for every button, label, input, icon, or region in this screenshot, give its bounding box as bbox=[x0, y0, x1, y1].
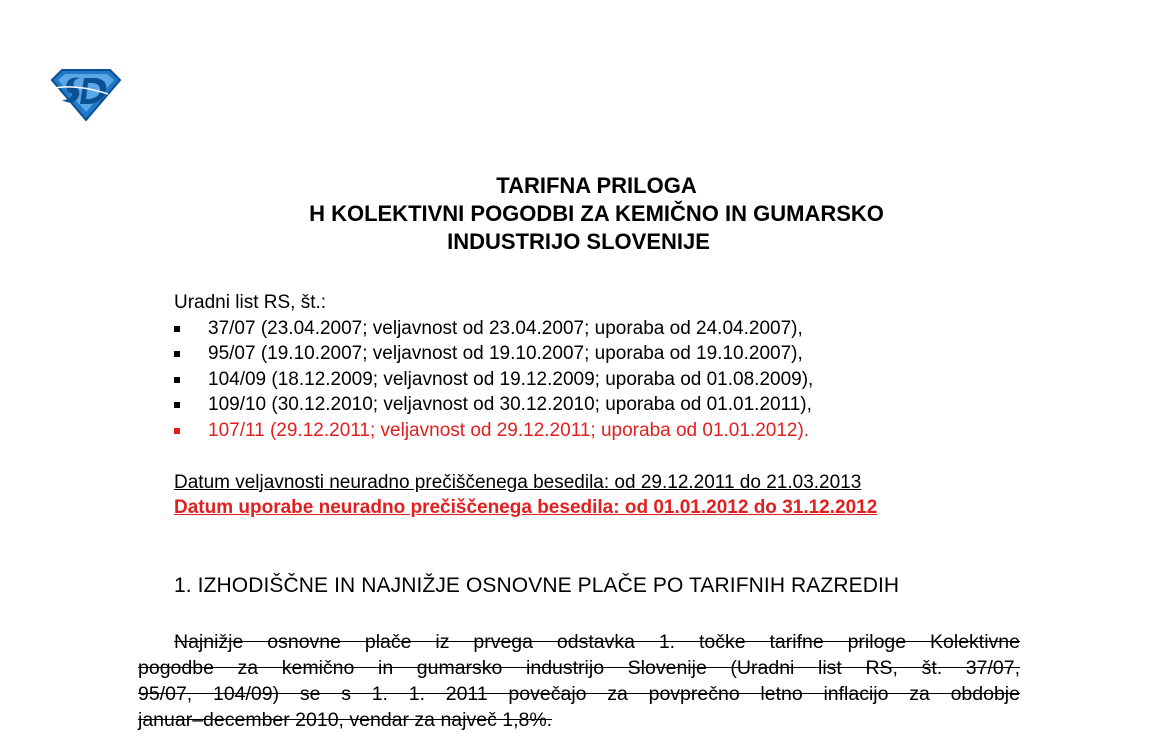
paragraph-line: januar–december 2010, vendar za največ 1,8%. bbox=[138, 709, 553, 731]
company-logo bbox=[48, 66, 124, 122]
paragraph-line: 95/07, 104/09) se s 1. 1. 2011 povečajo za povprečno letno inflacijo za obdobje bbox=[138, 683, 1020, 705]
gazette-label: Uradni list RS, št.: bbox=[174, 292, 327, 313]
bullet-icon bbox=[174, 351, 180, 357]
bullet-icon bbox=[174, 402, 180, 408]
bullet-icon bbox=[174, 326, 180, 332]
list-item: 104/09 (18.12.2009; veljavnost od 19.12.2009; uporaba od 01.08.2009), bbox=[174, 367, 813, 393]
validity-dates bbox=[174, 470, 877, 520]
sd-logo-icon bbox=[48, 66, 124, 122]
list-item: 109/10 (30.12.2010; veljavnost od 30.12.2010; uporaba od 01.01.2011), bbox=[174, 392, 813, 418]
paragraph-line: Najnižje osnovne plače iz prvega odstavka 1. točke tarifne priloge Kolektivne bbox=[174, 631, 1020, 653]
gazette-references bbox=[174, 290, 813, 443]
validity-date-line: Datum veljavnosti neuradno prečiščenega besedila: od 29.12.2011 do 21.03.2013 bbox=[174, 472, 862, 493]
body-paragraph bbox=[138, 629, 1020, 733]
paragraph-line: pogodbe za kemično in gumarsko industrijo Slovenije (Uradni list RS, št. 37/07, bbox=[138, 657, 1020, 679]
list-item: 95/07 (19.10.2007; veljavnost od 19.10.2007; uporaba od 19.10.2007), bbox=[174, 341, 813, 367]
title-line-1: TARIFNA PRILOGA bbox=[496, 173, 697, 198]
bullet-icon bbox=[174, 428, 180, 434]
list-item: 37/07 (23.04.2007; veljavnost od 23.04.2007; uporaba od 24.04.2007), bbox=[174, 316, 813, 342]
usage-date-line: Datum uporabe neuradno prečiščenega besedila: od 01.01.2012 do 31.12.2012 bbox=[174, 497, 878, 518]
title-line-3: INDUSTRIJO SLOVENIJE bbox=[447, 229, 710, 254]
title-line-2: H KOLEKTIVNI POGODBI ZA KEMIČNO IN GUMARSKO bbox=[309, 201, 884, 226]
list-item-highlighted: 107/11 (29.12.2011; veljavnost od 29.12.2011; uporaba od 01.01.2012). bbox=[174, 418, 813, 444]
document-title bbox=[0, 172, 1157, 256]
section-heading: 1. IZHODIŠČNE IN NAJNIŽJE OSNOVNE PLAČE PO TARIFNIH RAZREDIH bbox=[174, 574, 900, 597]
gazette-list bbox=[174, 316, 813, 444]
bullet-icon bbox=[174, 377, 180, 383]
